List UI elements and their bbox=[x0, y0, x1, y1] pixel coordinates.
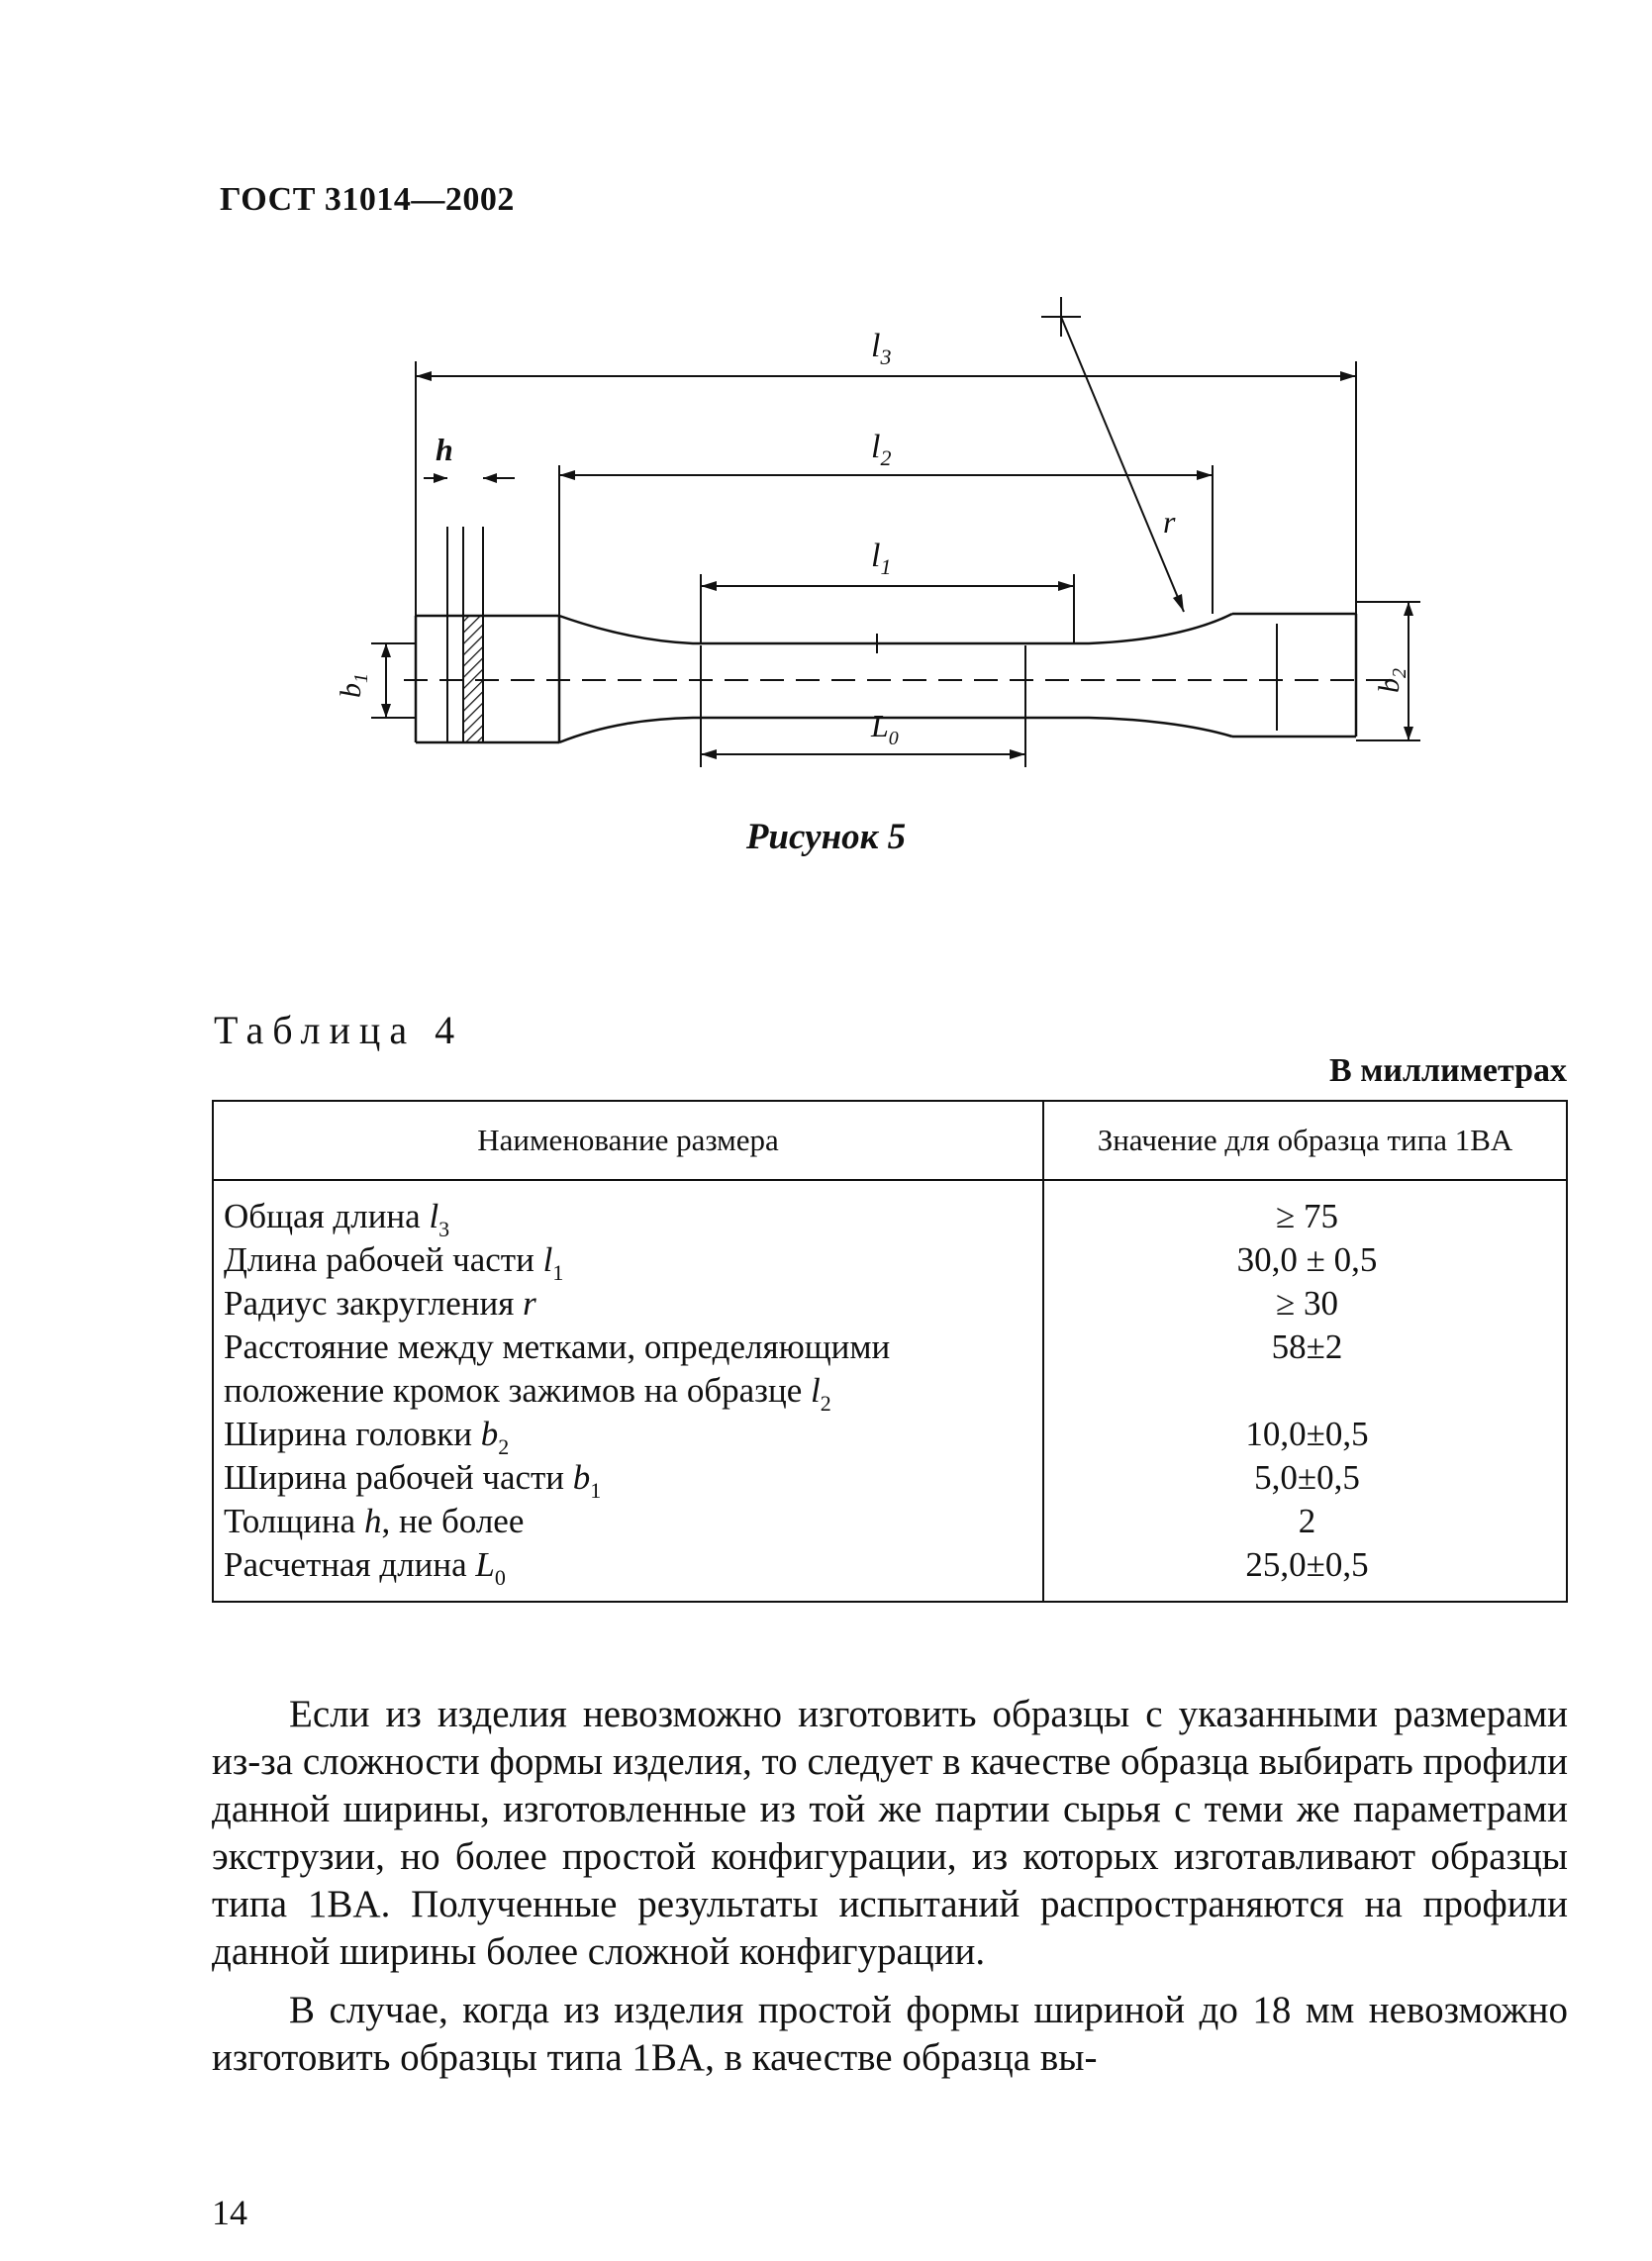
table-row-value: 30,0 ± 0,5 bbox=[1236, 1240, 1378, 1279]
radius-r bbox=[1041, 297, 1184, 612]
paragraph: В случае, когда из изделия простой формы шириной до 18 мм невозможно изготовить образцы типа 1BA, в качестве образца вы- bbox=[212, 1989, 1568, 2079]
document-code: ГОСТ 31014—2002 bbox=[220, 181, 515, 218]
svg-text:l3: $l_3$ bbox=[871, 328, 892, 369]
dimension-l1 bbox=[701, 538, 1074, 643]
table-row-name: Расстояние между метками, определяющими bbox=[224, 1327, 891, 1366]
names-cell bbox=[213, 1180, 1043, 1602]
svg-text:l2: $l_2$ bbox=[871, 429, 892, 470]
values-cell bbox=[1043, 1180, 1567, 1602]
table-row-value: ≥ 75 bbox=[1276, 1197, 1338, 1235]
table-row-name: Радиус закругления r bbox=[224, 1284, 536, 1323]
column-header-name: Наименование размера bbox=[213, 1101, 1043, 1180]
dimension-b1 bbox=[335, 643, 416, 718]
dimension-b2 bbox=[1356, 602, 1420, 740]
table-row-name: положение кромок зажимов на образце $l_2$ bbox=[224, 1371, 831, 1416]
table-header-row bbox=[213, 1101, 1567, 1180]
svg-text:r: r bbox=[1163, 504, 1176, 540]
dimension-l2 bbox=[559, 429, 1213, 616]
specimen-drawing bbox=[317, 297, 1445, 792]
body-text bbox=[212, 1691, 1568, 2093]
column-header-value: Значение для образца типа 1BA bbox=[1043, 1101, 1567, 1180]
table-row-value: 5,0±0,5 bbox=[1254, 1458, 1360, 1497]
svg-text:L0: $L_0$ bbox=[871, 708, 899, 749]
table-row-name: Ширина головки $b_2$ bbox=[224, 1415, 510, 1459]
svg-text:h: h bbox=[436, 432, 453, 467]
table-title: Таблица 4 bbox=[214, 1008, 464, 1052]
table-units: В миллиметрах bbox=[1329, 1052, 1567, 1089]
table-row-value: 58±2 bbox=[1271, 1327, 1343, 1366]
table-row-name: Расчетная длина $L_0$ bbox=[224, 1545, 506, 1590]
table-row-value bbox=[1054, 1369, 1560, 1413]
table-row-name: Длина рабочей части $l_1$ bbox=[224, 1240, 564, 1285]
dimensions-table bbox=[212, 1100, 1568, 1603]
paragraph: Если из изделия невозможно изготовить образцы с указанными размерами из-за сложности формы изделия, то следует в качестве образца выбирать профили данной ширины, изготовленные из той же партии сырья с теми же параметрами экструзии, но более простой конфигурации, из которых изготавливают образцы типа 1BA. Полученные результаты испытаний распространяются на профили данной ширины более сложной конфигурации. bbox=[212, 1693, 1568, 1973]
dimension-h bbox=[424, 432, 515, 483]
svg-text:b2: $b_2$ bbox=[1373, 668, 1410, 693]
svg-text:b1: $b_1$ bbox=[335, 673, 372, 698]
table-row-name: Толщина h, не более bbox=[224, 1502, 525, 1540]
table-row-value: 25,0±0,5 bbox=[1245, 1545, 1369, 1584]
table-row-value: 2 bbox=[1298, 1502, 1316, 1540]
svg-text:l1: $l_1$ bbox=[871, 538, 892, 579]
table-row-name: Ширина рабочей части $b_1$ bbox=[224, 1458, 602, 1503]
table-row-name: Общая длина $l_3$ bbox=[224, 1197, 450, 1241]
figure-caption: Рисунок 5 bbox=[745, 817, 907, 857]
table-body-row bbox=[213, 1180, 1567, 1602]
table-row-value: 10,0±0,5 bbox=[1245, 1415, 1369, 1453]
page-number: 14 bbox=[212, 2193, 247, 2232]
table-row-value: ≥ 30 bbox=[1276, 1284, 1338, 1323]
